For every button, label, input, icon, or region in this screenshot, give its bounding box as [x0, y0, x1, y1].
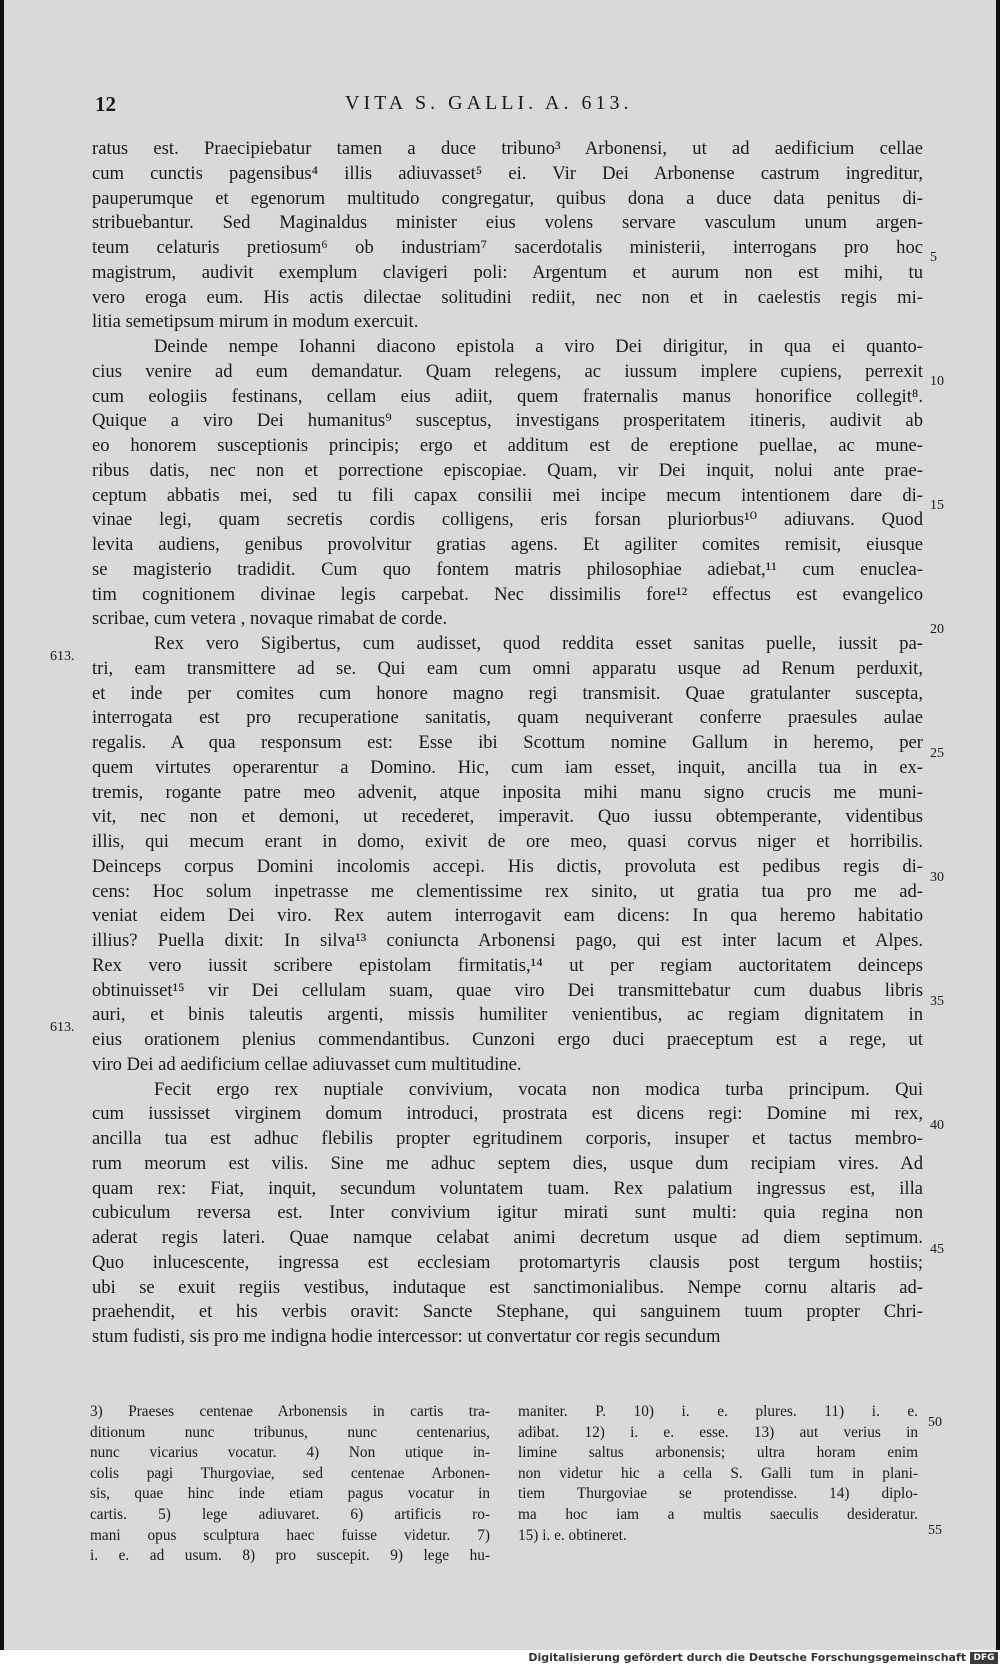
text-line: Quique a viro Dei humanitus⁹ susceptus, investigans prosperitatem itineris, audivit ab — [92, 410, 923, 432]
footnote-line: 3) Praeses centenae Arbonensis in cartis tra- — [90, 1403, 490, 1420]
line-number: 55 — [928, 1523, 942, 1538]
text-line: magistrum, audivit exemplum clavigeri poli: Argentum et aurum non est mihi, tu — [92, 261, 923, 283]
line-number: 45 — [930, 1242, 944, 1257]
text-line: veniat eidem Dei viro. Rex autem interrogavit eam dicens: In qua heremo habitatio — [92, 905, 923, 927]
scan-right-edge — [996, 0, 1000, 1667]
line-number: 50 — [928, 1415, 942, 1430]
text-line: obtinuisset¹⁵ vir Dei cellulam suam, quae viro Dei transmittebatur cum duabus libris — [92, 979, 923, 1001]
footnote-line: nunc vicarius vocatur. 4) Non utique in- — [90, 1444, 490, 1462]
text-line: auri, et binis taleutis argenti, missis humiliter venientibus, ac regiam dignitatem in — [92, 1004, 923, 1026]
text-line: interrogata est pro recuperatione sanitatis, quam nequiverant conferre praesules aulae — [92, 707, 923, 729]
text-line: scribae, cum vetera , novaque rimabat de corde. — [92, 608, 448, 630]
line-number: 10 — [930, 374, 944, 389]
text-line: ceptum abbatis mei, sed tu fili capax consilii mei incipe mecum intentionem dare di- — [92, 484, 923, 506]
text-line: cius venire ad eum demandatur. Quam relegens, ac iussum implere cupiens, perrexit — [92, 360, 923, 382]
credit-bar — [0, 1650, 1000, 1667]
line-number: 15 — [930, 498, 944, 513]
text-line: cubiculum reversa est. Inter convivium igitur mirati sunt multi: quia regina non — [92, 1202, 923, 1224]
line-number: 35 — [930, 994, 944, 1009]
footnotes — [90, 1402, 930, 1565]
text-line: ubi se exuit regiis vestibus, indutaque est sanctimonialibus. Nempe cornu altaris ad- — [92, 1276, 923, 1298]
footnote-line: adibat. 12) i. e. esse. 13) aut verius in — [518, 1423, 918, 1441]
text-line: quam rex: Fiat, inquit, secundum voluntatem tuam. Rex palatium ingressus est, illa — [92, 1177, 923, 1199]
footnote-line: colis pagi Thurgoviae, sed centenae Arbonen- — [90, 1464, 490, 1482]
main-text-column — [92, 137, 923, 1350]
text-line: illius? Puella dixit: In silva¹³ coniuncta Arbonensi pago, qui est inter lacum et Alpes. — [92, 930, 923, 951]
footnotes-left-column — [90, 1402, 490, 1567]
text-line: se magisterio tradidit. Cum quo fontem matris philosophiae adiebat,¹¹ cum enuclea- — [92, 558, 923, 580]
text-line: tremis, rogante patre meo advenit, atque inposita mihi manu signo crucis me muni- — [92, 781, 923, 803]
text-line: cum cunctis pagensibus⁴ illis adiuvasset⁵ ei. Vir Dei Arbonense castrum ingreditur, — [92, 162, 923, 184]
margin-date: 613. — [50, 1020, 75, 1035]
text-line: quem virtutes operarentur a Domino. Hic, cum iam esset, inquit, ancilla tua in ex- — [92, 756, 923, 778]
text-line: eius orationem plenius commendantibus. Cunzoni ergo duci praeceptum est a rege, ut — [92, 1029, 923, 1050]
text-line: viro Dei ad aedificium cellae adiuvasset cum multitudine. — [92, 1053, 522, 1075]
footnote-line: tiem Thurgoviae se protendisse. 14) diplo- — [518, 1485, 918, 1503]
text-line: Rex vero iussit scribere epistolam firmitatis,¹⁴ ut per regiam auctoritatem deinceps — [92, 954, 923, 976]
footnote-line: sis, quae hinc inde etiam pagus vocatur in — [90, 1485, 490, 1503]
text-line: ribus datis, nec non et porrectione episcopiae. Quam, vir Dei inquit, nolui ante prae- — [92, 459, 923, 481]
text-line: Quo inlucescente, ingressa est ecclesiam protomartyris clausis post tergum hostiis; — [92, 1251, 923, 1273]
line-number: 40 — [930, 1118, 944, 1133]
text-line: tri, eam transmittere ad se. Qui eam cum omni apparatu usque ad Renum perduxit, — [92, 657, 923, 679]
text-line: levita audiens, genibus provolvitur gratias agens. Et agiliter comites remisit, eiusque — [92, 534, 923, 555]
text-line: eo honorem susceptionis principis; ergo et additum est de ereptione puellae, ac mune- — [92, 435, 923, 456]
text-line: teum celaturis pretiosum⁶ ob industriam⁷ sacerdotalis ministerii, interrogans pro hoc — [92, 237, 923, 258]
text-line: stum fudisti, sis pro me indigna hodie intercessor: ut convertatur cor regis secundum — [92, 1326, 721, 1347]
line-number: 5 — [930, 250, 937, 265]
footnote-line: non videtur hic a cella S. Galli tum in plani- — [518, 1464, 918, 1482]
footnote-line: ditionum nunc tribunus, nunc centenarius, — [90, 1423, 490, 1441]
text-line: Fecit ergo rex nuptiale convivium, vocata non modica turba principum. Qui — [154, 1078, 923, 1100]
text-line: Deinceps corpus Domini incolomis accepi. His dictis, provoluta est pedibus regis di- — [92, 855, 923, 877]
text-line: praehendit, et his verbis oravit: Sancte Stephane, qui sanguinem tuum propter Chri- — [92, 1301, 923, 1323]
text-line: cum iussisset virginem domum introduci, prostrata est dicens regi: Domine mi rex, — [92, 1103, 923, 1125]
text-line: regalis. A qua responsum est: Esse ibi Scottum nomine Gallum in heremo, per — [92, 732, 923, 753]
line-number: 30 — [930, 870, 944, 885]
footnote-line: limine saltus arbonensis; ultra horam enim — [518, 1444, 918, 1462]
line-number: 25 — [930, 746, 944, 761]
line-number: 20 — [930, 622, 944, 637]
text-line: vit, nec non et demoni, ut recederet, imperavit. Quo iussu obtemperante, videntibus — [92, 806, 923, 828]
scan-left-edge — [0, 0, 4, 1667]
page-number: 12 — [95, 92, 116, 116]
footnote-line: 15) i. e. obtineret. — [518, 1526, 627, 1544]
text-line: pauperumque et egenorum multitudo congregatur, quibus dona a duce data penitus di- — [92, 187, 923, 209]
running-head — [0, 92, 1000, 122]
text-line: cum eologiis festinans, cellam eius adiit, quem fraternalis manus honorifice collegit⁸. — [92, 385, 923, 407]
footnote-line: cartis. 5) lege adiuvaret. 6) artificis ro- — [90, 1505, 490, 1523]
margin-date: 613. — [50, 649, 75, 664]
text-line: stribuebantur. Sed Maginaldus minister eius volens servare vasculum unum argen- — [92, 212, 923, 234]
footnote-line: mani opus sculptura haec fuisse videtur. 7) — [90, 1526, 490, 1544]
dfg-logo: DFG — [970, 1652, 998, 1664]
text-line: Rex vero Sigibertus, cum audisset, quod reddita esset sanitas puelle, iussit pa- — [154, 633, 923, 654]
running-title: VITA S. GALLI. A. 613. — [345, 92, 633, 114]
footnotes-right-column — [518, 1402, 918, 1546]
footnote-line: ma hoc iam a multis saeculis desideratur. — [518, 1505, 918, 1523]
text-line: cens: Hoc solum inpetrasse me clementissime rex sinito, ut gratia tua pro me ad- — [92, 880, 923, 902]
footnote-line: maniter. P. 10) i. e. plures. 11) i. e. — [518, 1403, 918, 1420]
text-line: vero eroga eum. His actis dilectae solitudini rediit, nec non et in caelestis regis mi- — [92, 286, 923, 308]
footnote-line: i. e. ad usum. 8) pro suscepit. 9) lege hu- — [90, 1547, 490, 1565]
text-line: ancilla tua est adhuc flebilis propter egritudinem corporis, insuper et tactus membro- — [92, 1128, 923, 1149]
text-line: vinae legi, quam secretis cordis colligens, eris forsan pluriorbus¹⁰ adiuvans. Quod — [92, 509, 923, 531]
funding-credit: Digitalisierung gefördert durch die Deutsche Forschungsgemeinschaft — [528, 1651, 966, 1664]
text-line: rum meorum est vilis. Sine me adhuc septem dies, usque dum recipiam vires. Ad — [92, 1152, 923, 1174]
text-line: Deinde nempe Iohanni diacono epistola a viro Dei dirigitur, in qua ei quanto- — [154, 336, 923, 357]
text-line: et inde per comites cum honore magno regi transmisit. Quae gratulanter suscepta, — [92, 682, 923, 704]
text-line: litia semetipsum mirum in modum exercuit. — [92, 311, 419, 333]
text-line: tim cognitionem divinae legis carpebat. Nec dissimilis fore¹² effectus est evangelico — [92, 583, 923, 605]
text-line: aderat regis lateri. Quae namque celabat animi decretum usque ad diem septimum. — [92, 1227, 923, 1248]
text-line: illis, qui mecum erant in domo, exivit de ore meo, quasi corvus niger et horribilis. — [92, 831, 923, 852]
text-line: ratus est. Praecipiebatur tamen a duce tribuno³ Arbonensi, ut ad aedificium cellae — [92, 138, 923, 159]
